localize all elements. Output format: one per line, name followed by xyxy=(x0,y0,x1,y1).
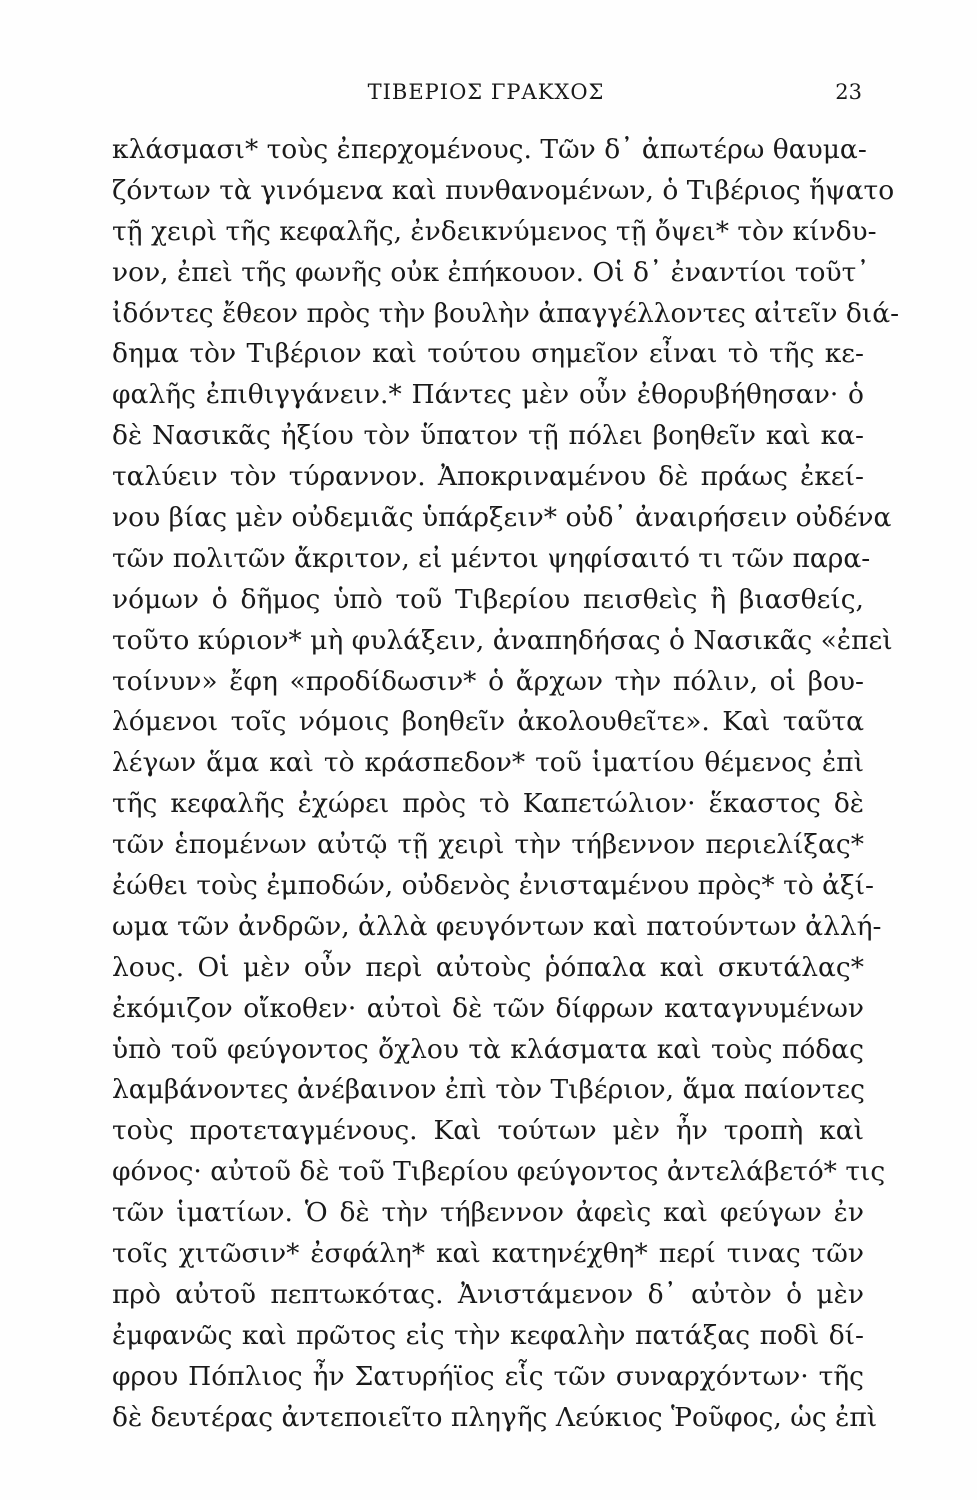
text-line-30: ἐμφανῶς καὶ πρῶτος εἰς τὴν κεφαλὴν πατάξας ποδὶ δί- xyxy=(112,1319,864,1351)
text-line-12: νόμων ὁ δῆμος ὑπὸ τοῦ Τιβερίου πεισθεὶς ἢ βιασθείς, xyxy=(112,583,864,615)
page-number: 23 xyxy=(835,80,862,104)
text-line-11: τῶν πολιτῶν ἄκριτον, εἰ μέντοι ψηφίσαιτό τι τῶν παρα- xyxy=(112,542,871,574)
text-line-3: τῇ χειρὶ τῆς κεφαλῆς, ἐνδεικνύμενος τῇ ὄψει* τὸν κίνδυ- xyxy=(112,215,877,247)
text-line-13: τοῦτο κύριον* μὴ φυλάξειν, ἀναπηδήσας ὁ Νασικᾶς «ἐπεὶ xyxy=(112,624,893,656)
text-line-2: ζόντων τὰ γινόμενα καὶ πυνθανομένων, ὁ Τιβέριος ἥψατο xyxy=(112,174,895,206)
text-line-26: φόνος· αὐτοῦ δὲ τοῦ Τιβερίου φεύγοντος ἀντελάβετό* τις xyxy=(112,1156,886,1188)
text-line-29: πρὸ αὐτοῦ πεπτωκότας. Ἀνιστάμενον δ᾽ αὐτὸν ὁ μὲν xyxy=(112,1278,864,1310)
text-line-6: δημα τὸν Τιβέριον καὶ τούτου σημεῖον εἶναι τὸ τῆς κε- xyxy=(112,338,864,370)
text-line-27: τῶν ἱματίων. Ὁ δὲ τὴν τήβεννον ἀφεὶς καὶ φεύγων ἐν xyxy=(112,1197,864,1229)
text-body xyxy=(112,130,900,1439)
text-line-25: τοὺς προτεταγμένους. Καὶ τούτων μὲν ἦν τροπὴ καὶ xyxy=(112,1115,864,1147)
text-line-24: λαμβάνοντες ἀνέβαινον ἐπὶ τὸν Τιβέριον, ἅμα παίοντες xyxy=(112,1074,865,1106)
text-line-5: ἰδόντες ἔθεον πρὸς τὴν βουλὴν ἀπαγγέλλοντες αἰτεῖν διά- xyxy=(112,297,900,329)
text-line-28: τοῖς χιτῶσιν* ἐσφάλη* καὶ κατηνέχθη* περί τινας τῶν xyxy=(112,1238,864,1270)
text-line-8: δὲ Νασικᾶς ἠξίου τὸν ὕπατον τῇ πόλει βοηθεῖν καὶ κα- xyxy=(112,420,864,452)
text-line-23: ὑπὸ τοῦ φεύγοντος ὄχλου τὰ κλάσματα καὶ τοὺς πόδας xyxy=(112,1033,864,1065)
text-line-19: ἐώθει τοὺς ἐμποδών, οὐδενὸς ἐνισταμένου πρὸς* τὸ ἀξί- xyxy=(112,870,874,902)
text-line-16: λέγων ἅμα καὶ τὸ κράσπεδον* τοῦ ἱματίου θέμενος ἐπὶ xyxy=(112,747,864,779)
text-line-15: λόμενοι τοῖς νόμοις βοηθεῖν ἀκολουθεῖτε». Καὶ ταῦτα xyxy=(112,706,864,738)
text-line-10: νου βίας μὲν οὐδεμιᾶς ὑπάρξειν* οὐδ᾽ ἀναιρήσειν οὐδένα xyxy=(112,502,892,534)
text-line-21: λους. Οἱ μὲν οὖν περὶ αὐτοὺς ῥόπαλα καὶ σκυτάλας* xyxy=(112,951,864,983)
text-line-7: φαλῆς ἐπιθιγγάνειν.* Πάντες μὲν οὖν ἐθορυβήθησαν· ὁ xyxy=(112,379,864,411)
text-line-32: δὲ δευτέρας ἀντεποιεῖτο πληγῆς Λεύκιος Ῥοῦφος, ὡς ἐπὶ xyxy=(112,1401,878,1433)
running-title: ΤΙΒΕΡΙΟΣ ΓΡΑΚΧΟΣ xyxy=(367,80,605,104)
text-line-20: ωμα τῶν ἀνδρῶν, ἀλλὰ φευγόντων καὶ πατούντων ἀλλή- xyxy=(112,910,882,942)
text-line-17: τῆς κεφαλῆς ἐχώρει πρὸς τὸ Καπετώλιον· ἕκαστος δὲ xyxy=(112,788,864,820)
text-line-1: κλάσμασι* τοὺς ἐπερχομένους. Τῶν δ᾽ ἀπωτέρω θαυμα- xyxy=(112,134,867,165)
running-head xyxy=(110,74,862,110)
text-line-9: ταλύειν τὸν τύραννον. Ἀποκριναμένου δὲ πράως ἐκεί- xyxy=(112,461,864,493)
text-line-18: τῶν ἑπομένων αὐτῷ τῇ χειρὶ τὴν τήβεννον περιελίξας* xyxy=(112,829,864,861)
text-line-4: νον, ἐπεὶ τῆς φωνῆς οὐκ ἐπήκουον. Οἱ δ᾽ ἐναντίοι τοῦτ᾽ xyxy=(112,256,870,288)
text-line-22: ἐκόμιζον οἴκοθεν· αὐτοὶ δὲ τῶν δίφρων καταγνυμένων xyxy=(112,992,864,1024)
text-line-31: φρου Πόπλιος ἦν Σατυρήϊος εἷς τῶν συναρχόντων· τῆς xyxy=(112,1360,864,1392)
text-line-14: τοίνυν» ἔφη «προδίδωσιν* ὁ ἄρχων τὴν πόλιν, οἱ βου- xyxy=(112,665,864,697)
